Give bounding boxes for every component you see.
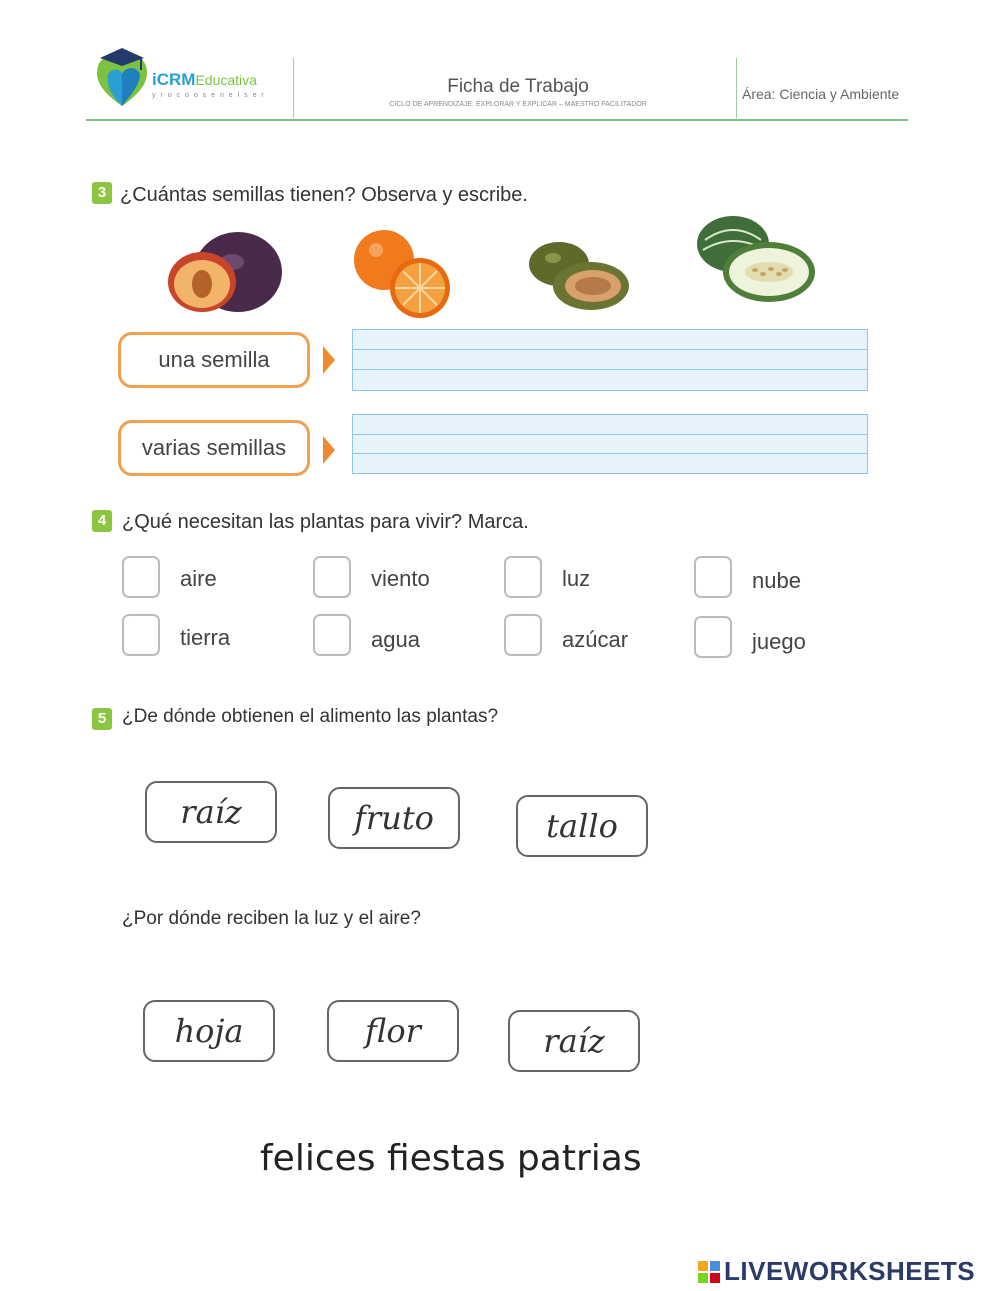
question-text: ¿De dónde obtienen el alimento las plantas? — [122, 706, 499, 727]
checkbox-agua[interactable] — [313, 614, 351, 656]
seed-label-one: una semilla — [118, 332, 310, 388]
question-number-badge: 4 — [92, 510, 112, 532]
orange-icon — [348, 222, 478, 322]
option-label: luz — [562, 566, 591, 591]
option-label: aire — [180, 566, 217, 591]
option-label: agua — [371, 627, 420, 652]
worksheet-subtitle: CICLO DE APRENDIZAJE: EXPLORAR Y EXPLICAR – MAESTRO FACILITADOR — [389, 101, 647, 108]
question-text: ¿Cuántas semillas tienen? Observa y escribe. — [120, 184, 528, 206]
question-number-badge: 5 — [92, 708, 112, 730]
arrow-right-icon — [323, 436, 335, 464]
word-box-raiz[interactable]: raíz — [145, 781, 277, 843]
answer-lines-many[interactable] — [352, 414, 868, 474]
question-number-badge: 3 — [92, 182, 112, 204]
word-box-hoja[interactable]: hoja — [143, 1000, 275, 1062]
logo-tagline: y r o c o o s e n e l s e r — [152, 92, 266, 99]
liveworksheets-icon — [698, 1261, 720, 1283]
checkbox-luz[interactable] — [504, 556, 542, 598]
logo-brand-suffix: Educativa — [195, 72, 257, 88]
word-box-raiz[interactable]: raíz — [508, 1010, 640, 1072]
seed-label-many: varias semillas — [118, 420, 310, 476]
footer-message: felices fiestas patrias — [260, 1138, 642, 1179]
checkbox-azucar[interactable] — [504, 614, 542, 656]
puzzle-heart-icon — [92, 44, 152, 110]
word-box-tallo[interactable]: tallo — [516, 795, 648, 857]
option-label: viento — [371, 566, 430, 591]
logo-brand: iCRMEducativa — [152, 70, 257, 89]
header-rule — [86, 119, 908, 121]
option-label: nube — [752, 568, 801, 593]
arrow-right-icon — [323, 346, 335, 374]
question-text: ¿Por dónde reciben la luz y el aire? — [122, 908, 421, 929]
checkbox-nube[interactable] — [694, 556, 732, 598]
checkbox-aire[interactable] — [122, 556, 160, 598]
liveworksheets-logo — [698, 1256, 975, 1287]
olive-icon — [525, 228, 655, 328]
word-box-flor[interactable]: flor — [327, 1000, 459, 1062]
liveworksheets-brand: LIVEWORKSHEETS — [724, 1256, 976, 1286]
word-box-fruto[interactable]: fruto — [328, 787, 460, 849]
option-label: juego — [752, 629, 806, 654]
option-label: azúcar — [562, 627, 629, 652]
header-divider — [736, 58, 737, 118]
worksheet-title: Ficha de Trabajo — [447, 76, 589, 97]
melon-icon — [695, 210, 825, 310]
checkbox-viento[interactable] — [313, 556, 351, 598]
plum-icon — [158, 222, 288, 322]
question-text: ¿Qué necesitan las plantas para vivir? Marca. — [122, 511, 529, 533]
option-label: tierra — [180, 625, 231, 650]
header-divider — [293, 58, 294, 118]
subject-area: Área: Ciencia y Ambiente — [742, 86, 900, 102]
checkbox-tierra[interactable] — [122, 614, 160, 656]
checkbox-juego[interactable] — [694, 616, 732, 658]
answer-lines-one[interactable] — [352, 329, 868, 391]
